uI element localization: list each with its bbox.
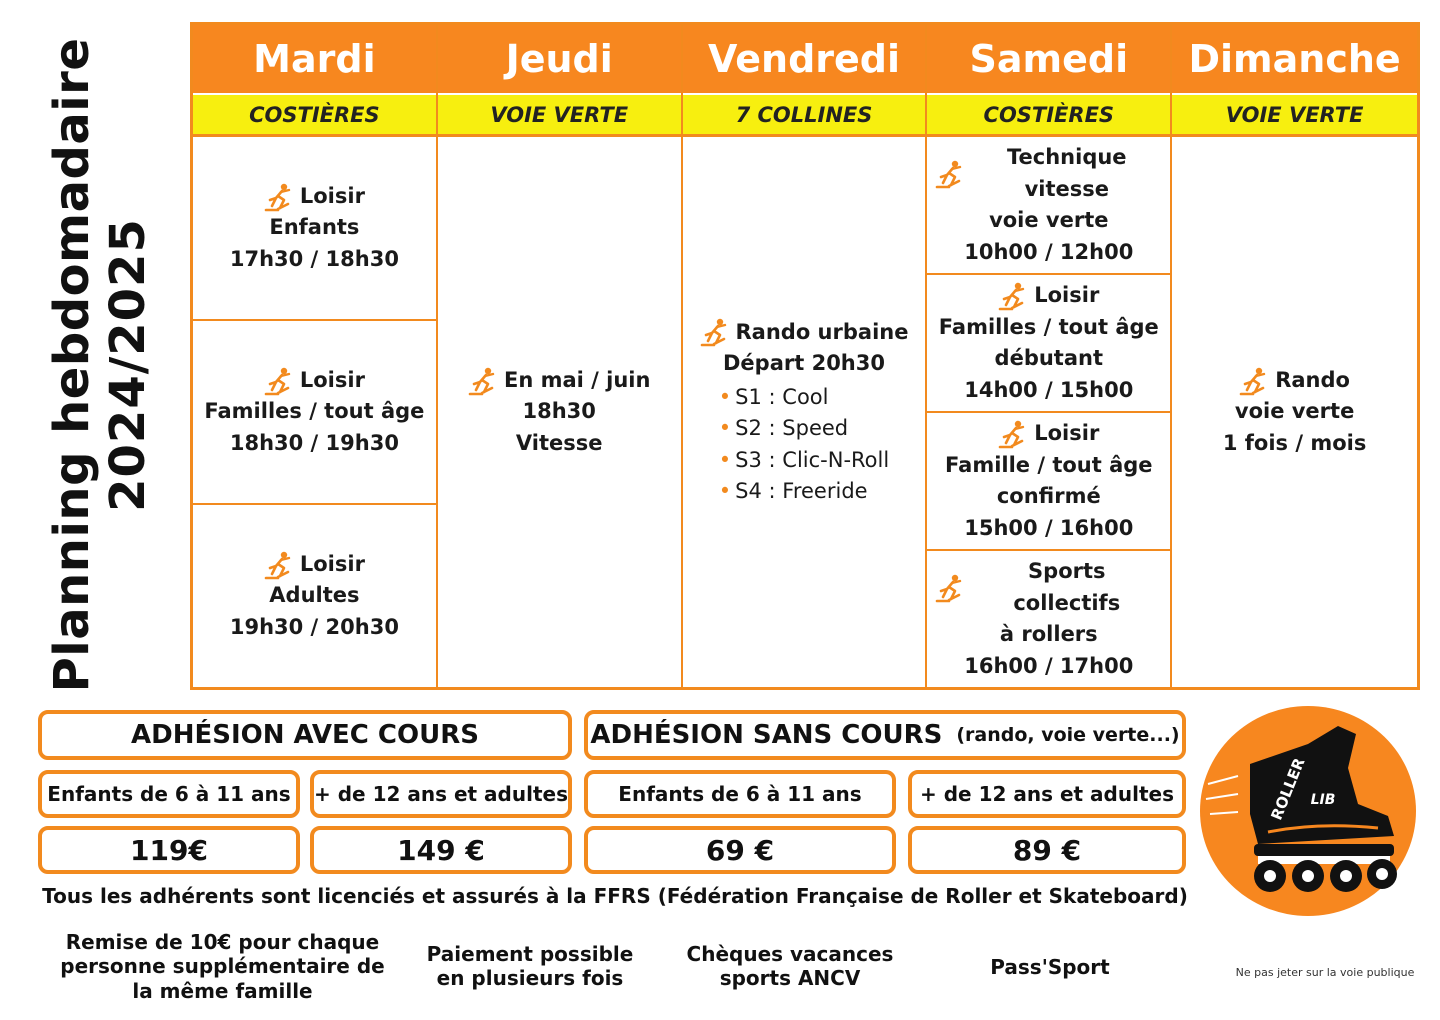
slot-detail: Familles / tout âge [204, 399, 425, 424]
rando-groups-list [719, 382, 889, 508]
skater-icon [935, 159, 965, 189]
slot-detail: Enfants [269, 215, 360, 240]
slot-activity-row [264, 549, 365, 581]
with-courses-kids-price-box [38, 826, 300, 874]
slot-detail: 10h00 / 12h00 [964, 239, 1134, 264]
slot-activity-row [468, 365, 650, 397]
with-courses-kids-label: Enfants de 6 à 11 ans [47, 782, 291, 806]
schedule-slot [927, 551, 1170, 687]
without-courses-adults-price-box [908, 826, 1186, 874]
perk-pass-sport [940, 955, 1160, 979]
list-item [719, 413, 889, 445]
roller-lib-logo [1198, 704, 1418, 918]
skater-icon [264, 550, 294, 580]
perk-line: personne supplémentaire de [60, 954, 385, 979]
bullet-icon: • [718, 447, 732, 472]
day-name: Dimanche [1172, 25, 1417, 95]
perk-line: Pass'Sport [990, 955, 1110, 979]
day-name: Jeudi [438, 25, 681, 95]
slot-detail: 18h30 [522, 399, 596, 424]
without-courses-kids-price: 69 € [705, 833, 775, 867]
list-item [719, 382, 889, 414]
day-column-jeudi [438, 25, 683, 687]
perk-line: sports ANCV [719, 966, 861, 991]
membership-without-courses-note: (rando, voie verte...) [956, 724, 1180, 746]
schedule-slot [193, 321, 436, 505]
day-slots [683, 137, 926, 687]
membership-with-courses-header [38, 710, 572, 760]
slot-activity: Rando [1275, 367, 1350, 392]
schedule-slot [193, 505, 436, 687]
with-courses-adults-label: + de 12 ans et adultes [314, 782, 568, 806]
day-slots [1172, 137, 1417, 687]
title-line-1: Planning hebdomadaire [43, 37, 100, 693]
slot-detail: Famille / tout âge [945, 452, 1153, 477]
slot-activity-row [264, 365, 365, 397]
day-name: Vendredi [683, 25, 926, 95]
bullet-icon: • [718, 479, 732, 503]
skater-icon [998, 419, 1028, 449]
with-courses-adults-price: 149 € [397, 833, 485, 867]
side-title [20, 20, 180, 693]
without-courses-adults-price: 89 € [1012, 833, 1082, 867]
slot-detail: à rollers [999, 622, 1098, 646]
day-location: VOIE VERTE [1172, 95, 1417, 137]
schedule-slot [927, 275, 1170, 413]
slot-detail: 19h30 / 20h30 [229, 614, 399, 639]
day-column-dimanche [1172, 25, 1417, 687]
perk-ancv [665, 942, 915, 991]
slot-activity: Loisir [299, 551, 365, 576]
slot-activity-row [998, 418, 1099, 450]
skater-icon [264, 182, 294, 212]
logo-word-roller: ROLLER [1267, 755, 1309, 823]
slot-detail: confirmé [996, 484, 1101, 508]
slot-activity: Technique vitesse [1007, 145, 1127, 201]
slot-activity-row [1239, 365, 1350, 397]
day-location: 7 COLLINES [683, 95, 926, 137]
skater-icon [998, 281, 1028, 311]
with-courses-adults-price-box [310, 826, 572, 874]
day-column-mardi [193, 25, 438, 687]
skater-icon [700, 317, 730, 347]
slot-detail: Adultes [269, 583, 360, 608]
slot-activity: Loisir [1034, 283, 1100, 307]
day-slots [193, 137, 436, 687]
slot-activity-row [998, 280, 1099, 312]
day-slots [438, 137, 681, 687]
skater-icon [264, 366, 294, 396]
slot-detail: 14h00 / 15h00 [964, 377, 1134, 402]
day-name: Samedi [927, 25, 1170, 95]
schedule-slot [1172, 137, 1417, 687]
slot-activity: En mai / juin [503, 367, 651, 392]
slot-activity-row [935, 142, 1162, 205]
day-location: COSTIÈRES [193, 95, 436, 137]
list-item-text: S3 : Clic-N-Roll [735, 447, 890, 472]
slot-detail: Départ 20h30 [723, 351, 885, 375]
perk-installments [405, 942, 655, 991]
skater-icon [468, 366, 498, 396]
small-notice: Ne pas jeter sur la voie publique [1235, 966, 1415, 979]
membership-without-courses-header [584, 710, 1186, 760]
weekly-schedule [190, 22, 1420, 690]
list-item [719, 476, 889, 508]
perk-line: Remise de 10€ pour chaque [65, 930, 380, 954]
slot-detail: voie verte [989, 208, 1109, 232]
license-notice: Tous les adhérents sont licenciés et assurés à la FFRS (Fédération Française de Roller et Skateboard) [42, 884, 1188, 908]
slot-detail: Familles / tout âge [938, 314, 1159, 339]
slot-activity: Rando urbaine [735, 319, 909, 344]
without-courses-adults-label: + de 12 ans et adultes [920, 782, 1174, 806]
slot-detail: Vitesse [515, 430, 603, 455]
schedule-slot [927, 413, 1170, 551]
slot-detail: 18h30 / 19h30 [229, 430, 399, 455]
without-courses-kids-price-box [584, 826, 896, 874]
without-courses-kids-label: Enfants de 6 à 11 ans [618, 782, 862, 806]
without-courses-kids-box [584, 770, 896, 818]
perk-line: Paiement possible [426, 942, 634, 966]
slot-detail: débutant [994, 346, 1104, 370]
slot-detail: voie verte [1234, 399, 1355, 424]
without-courses-adults-box [908, 770, 1186, 818]
logo-word-lib: LIB [1310, 792, 1336, 808]
bullet-icon: • [718, 384, 732, 409]
perk-line: Chèques vacances [686, 942, 894, 966]
schedule-slot [438, 137, 681, 687]
schedule-slot [683, 137, 926, 687]
with-courses-kids-box [38, 770, 300, 818]
with-courses-adults-box [310, 770, 572, 818]
slot-activity: Loisir [1034, 421, 1100, 445]
membership-with-courses-title: ADHÉSION AVEC COURS [131, 720, 479, 750]
title-line-2: 2024/2025 [100, 218, 156, 512]
slot-activity: Loisir [299, 367, 365, 392]
slot-detail: 1 fois / mois [1222, 430, 1367, 455]
day-location: COSTIÈRES [927, 95, 1170, 137]
skater-icon [1239, 366, 1269, 396]
list-item-text: S4 : Freeride [735, 479, 868, 503]
list-item [719, 445, 889, 477]
schedule-slot [193, 137, 436, 321]
list-item-text: S1 : Cool [735, 384, 829, 409]
slot-activity: Loisir [299, 183, 365, 208]
slot-detail: 17h30 / 18h30 [229, 246, 399, 271]
slot-detail: 15h00 / 16h00 [964, 515, 1134, 540]
list-item-text: S2 : Speed [735, 416, 849, 440]
slot-activity-row [700, 317, 909, 349]
schedule-slot [927, 137, 1170, 275]
perk-line: en plusieurs fois [436, 966, 624, 991]
membership-without-courses-title: ADHÉSION SANS COURS [590, 720, 943, 750]
day-slots [927, 137, 1170, 687]
slot-activity: Sports collectifs [1013, 559, 1121, 615]
day-name: Mardi [193, 25, 436, 95]
perk-family-discount [50, 930, 395, 1003]
day-location: VOIE VERTE [438, 95, 681, 137]
slot-detail: 16h00 / 17h00 [964, 653, 1134, 678]
bullet-icon: • [718, 416, 732, 440]
skater-icon [935, 573, 965, 603]
day-column-vendredi [683, 25, 928, 687]
with-courses-kids-price: 119€ [130, 833, 208, 867]
slot-activity-row [264, 181, 365, 213]
slot-activity-row [935, 556, 1162, 619]
perk-line: la même famille [132, 978, 313, 1003]
day-column-samedi [927, 25, 1172, 687]
